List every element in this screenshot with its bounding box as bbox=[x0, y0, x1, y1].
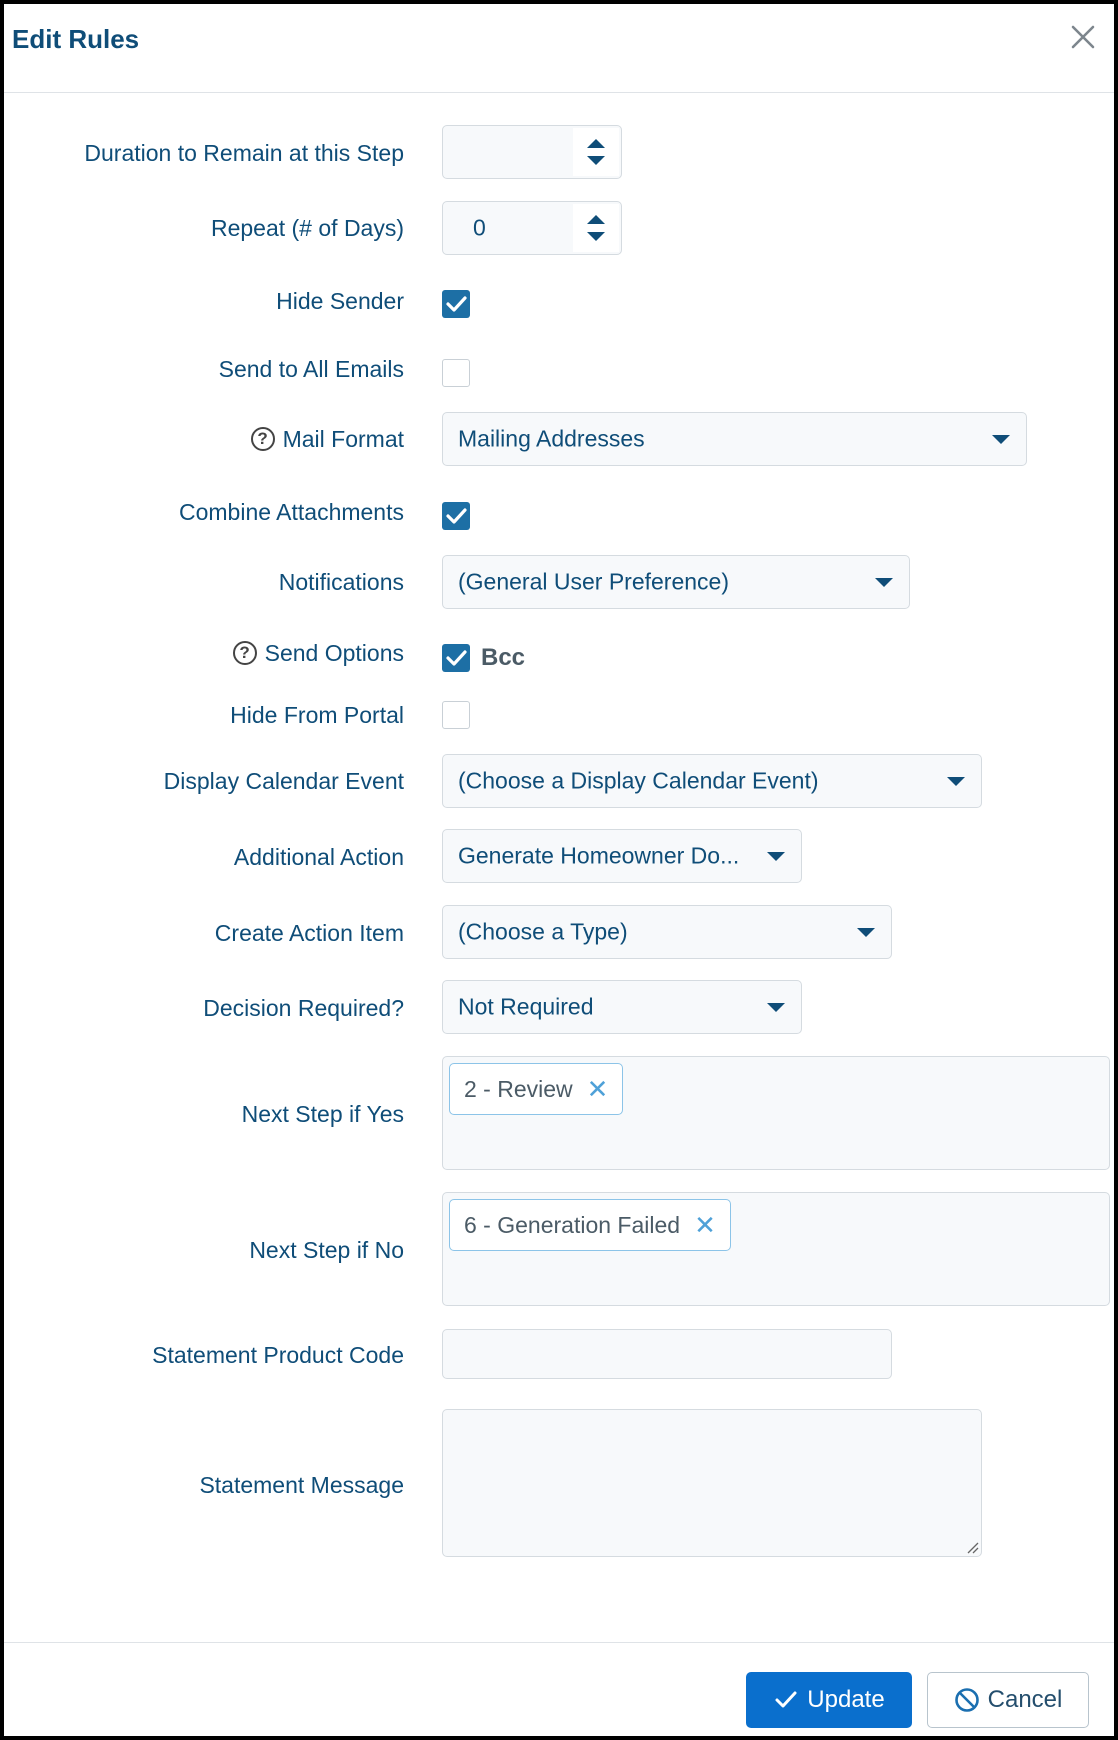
chevron-down-icon bbox=[767, 1003, 785, 1012]
repeat-spin-buttons[interactable] bbox=[573, 204, 619, 252]
cancel-button[interactable] bbox=[927, 1672, 1089, 1728]
product-code-input[interactable] bbox=[442, 1329, 892, 1379]
mail-format-value: Mailing Addresses bbox=[458, 425, 645, 452]
next-step-no-label: Next Step if No bbox=[249, 1237, 404, 1263]
chevron-down-icon bbox=[875, 578, 893, 587]
spinner-arrows-icon[interactable] bbox=[573, 204, 619, 252]
decision-required-label: Decision Required? bbox=[203, 995, 404, 1021]
remove-tag-icon[interactable]: ✕ bbox=[694, 1210, 716, 1240]
checkmark-icon bbox=[773, 1687, 799, 1713]
chevron-down-icon bbox=[992, 435, 1010, 444]
mail-format-select[interactable] bbox=[442, 412, 1027, 466]
mail-format-label-text: Mail Format bbox=[282, 426, 404, 452]
notifications-value: (General User Preference) bbox=[458, 568, 729, 595]
send-all-emails-label: Send to All Emails bbox=[218, 356, 404, 382]
checkmark-icon bbox=[442, 502, 470, 530]
create-action-item-select[interactable] bbox=[442, 905, 892, 959]
help-icon[interactable]: ? bbox=[233, 641, 257, 665]
additional-action-value: Generate Homeowner Do... bbox=[458, 842, 740, 869]
checkmark-icon bbox=[442, 644, 470, 672]
footer-divider bbox=[4, 1642, 1114, 1643]
spinner-arrows-icon[interactable] bbox=[573, 128, 619, 176]
next-step-no-tag bbox=[449, 1199, 731, 1251]
resize-handle-icon[interactable] bbox=[965, 1540, 979, 1554]
close-icon[interactable] bbox=[1066, 20, 1100, 54]
decision-required-value: Not Required bbox=[458, 993, 594, 1020]
next-step-no-multiselect[interactable] bbox=[442, 1192, 1110, 1306]
update-button[interactable] bbox=[746, 1672, 912, 1728]
bcc-label[interactable]: Bcc bbox=[481, 644, 526, 671]
display-calendar-value: (Choose a Display Calendar Event) bbox=[458, 767, 819, 794]
tag-label: 6 - Generation Failed bbox=[464, 1211, 681, 1238]
send-all-emails-checkbox[interactable] bbox=[442, 359, 470, 387]
duration-stepper[interactable] bbox=[442, 125, 622, 179]
remove-tag-icon[interactable]: ✕ bbox=[586, 1074, 609, 1104]
chevron-down-icon bbox=[767, 852, 785, 861]
tag-label: 2 - Review bbox=[464, 1075, 573, 1102]
additional-action-label: Additional Action bbox=[233, 844, 404, 870]
repeat-label: Repeat (# of Days) bbox=[210, 215, 404, 241]
next-step-yes-multiselect[interactable] bbox=[442, 1056, 1110, 1170]
checkmark-icon bbox=[442, 290, 470, 318]
cancel-circle-icon bbox=[954, 1687, 980, 1713]
statement-message-label: Statement Message bbox=[199, 1472, 404, 1498]
dialog-title: Edit Rules bbox=[12, 24, 140, 54]
create-action-item-value: (Choose a Type) bbox=[458, 918, 628, 945]
mail-format-label bbox=[251, 426, 404, 453]
duration-label: Duration to Remain at this Step bbox=[84, 140, 404, 166]
statement-message-textarea[interactable] bbox=[442, 1409, 982, 1557]
update-button-label: Update bbox=[807, 1686, 885, 1713]
duration-spin-buttons[interactable] bbox=[573, 128, 619, 176]
repeat-value: 0 bbox=[473, 214, 486, 241]
send-options-label-text: Send Options bbox=[264, 640, 404, 666]
dialog-header bbox=[4, 4, 1114, 93]
display-calendar-select[interactable] bbox=[442, 754, 982, 808]
hide-sender-label: Hide Sender bbox=[276, 288, 404, 314]
help-icon[interactable]: ? bbox=[251, 427, 275, 451]
hide-portal-checkbox[interactable] bbox=[442, 701, 470, 729]
notifications-label: Notifications bbox=[278, 569, 404, 595]
hide-sender-checkbox[interactable] bbox=[442, 290, 470, 318]
send-options-label bbox=[233, 640, 404, 667]
chevron-down-icon bbox=[947, 777, 965, 786]
repeat-stepper[interactable] bbox=[442, 201, 622, 255]
display-calendar-label: Display Calendar Event bbox=[163, 768, 404, 794]
cancel-button-label: Cancel bbox=[987, 1686, 1063, 1713]
product-code-label: Statement Product Code bbox=[152, 1342, 404, 1368]
decision-required-select[interactable] bbox=[442, 980, 802, 1034]
additional-action-select[interactable] bbox=[442, 829, 802, 883]
combine-attachments-label: Combine Attachments bbox=[178, 499, 404, 525]
combine-attachments-checkbox[interactable] bbox=[442, 502, 470, 530]
hide-portal-label: Hide From Portal bbox=[230, 702, 404, 728]
next-step-yes-label: Next Step if Yes bbox=[241, 1101, 404, 1127]
bcc-checkbox[interactable] bbox=[442, 644, 470, 672]
notifications-select[interactable] bbox=[442, 555, 910, 609]
chevron-down-icon bbox=[857, 928, 875, 937]
next-step-yes-tag bbox=[449, 1063, 623, 1115]
create-action-item-label: Create Action Item bbox=[214, 920, 404, 946]
